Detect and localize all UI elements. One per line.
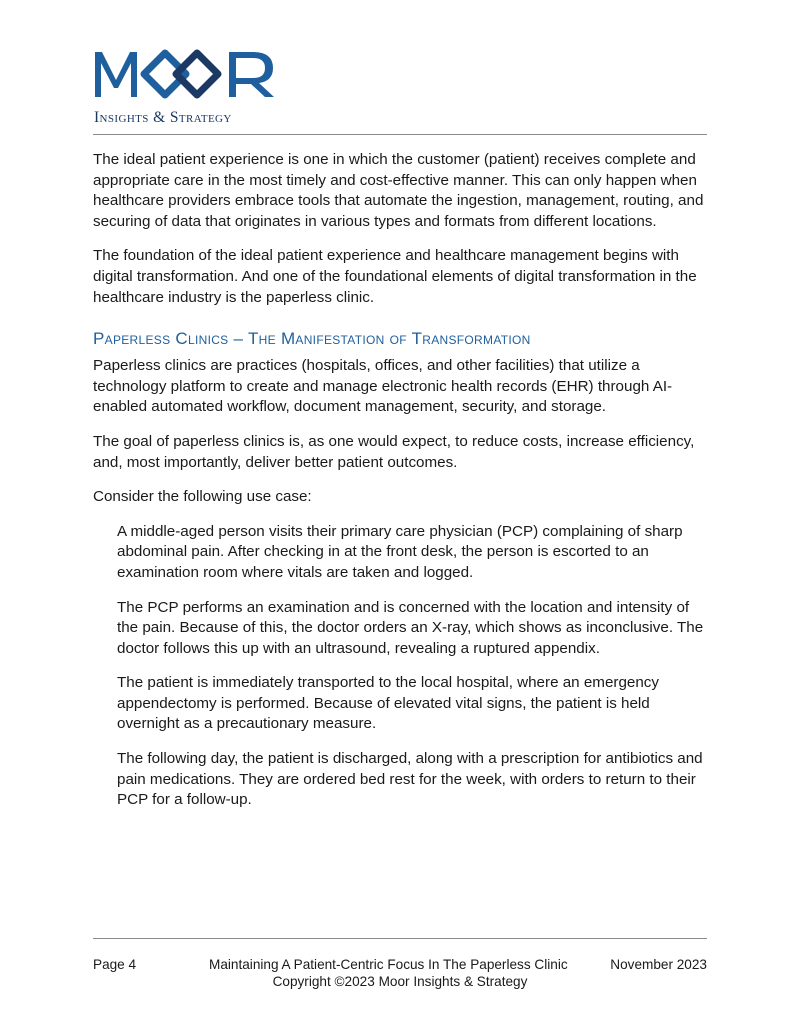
- moor-logo: [93, 42, 283, 128]
- header-divider: [93, 134, 707, 135]
- intro-paragraph-2: The foundation of the ideal patient experience and healthcare management begins with digital transformation. And one of the foundational elements of digital transformation in the healthcare industry is the paperless clinic.: [93, 247, 697, 306]
- intro-paragraph-1: The ideal patient experience is one in which the customer (patient) receives complete and appropriate care in the most timely and cost-effective manner. This can only happen when healthcare providers embrace tools that automate the ingestion, management, routing, and securing of data that originates in various types and formats from different locations.: [93, 151, 704, 230]
- footer-date: November 2023: [610, 957, 707, 972]
- logo-tagline: Insights & Strategy: [94, 109, 232, 126]
- use-case-paragraph-3: The patient is immediately transported to the local hospital, where an emergency appendectomy is performed. Because of elevated vital signs, the patient is held overnight as a precautionary measure.: [117, 674, 659, 733]
- use-case-paragraph-1: A middle-aged person visits their primary care physician (PCP) complaining of sharp abdominal pain. After checking in at the front desk, the person is escorted to an examination room where vitals are taken and logged.: [117, 522, 683, 581]
- document-body: [93, 150, 707, 811]
- section-paragraph-2: The goal of paperless clinics is, as one would expect, to reduce costs, increase efficiency, and, most importantly, deliver better patient outcomes.: [93, 432, 695, 471]
- section-paragraph-1: Paperless clinics are practices (hospitals, offices, and other facilities) that utilize a technology platform to create and manage electronic health records (EHR) through AI-enabled automated workflow, document management, security, and storage.: [93, 357, 673, 416]
- footer-page-number: Page 4: [93, 957, 137, 972]
- section-paragraph-3: Consider the following use case:: [93, 488, 312, 506]
- use-case-paragraph-2: The PCP performs an examination and is concerned with the location and intensity of the pain. Because of this, the doctor orders an X-ray, which shows as inconclusive. The doctor follows this up with an ultrasound, revealing a ruptured appendix.: [117, 598, 704, 657]
- use-case-block: [117, 522, 707, 811]
- footer-copyright: Copyright ©2023 Moor Insights & Strategy: [272, 974, 528, 989]
- use-case-paragraph-4: The following day, the patient is discharged, along with a prescription for antibiotics and pain medications. They are ordered bed rest for the week, with orders to return to their PCP for a follow-up.: [117, 750, 703, 809]
- page-footer: [93, 956, 707, 990]
- footer-divider: [93, 938, 707, 939]
- footer-document-title: Maintaining A Patient-Centric Focus In The Paperless Clinic: [209, 957, 568, 972]
- section-heading: Paperless Clinics – The Manifestation of Transformation: [93, 329, 531, 349]
